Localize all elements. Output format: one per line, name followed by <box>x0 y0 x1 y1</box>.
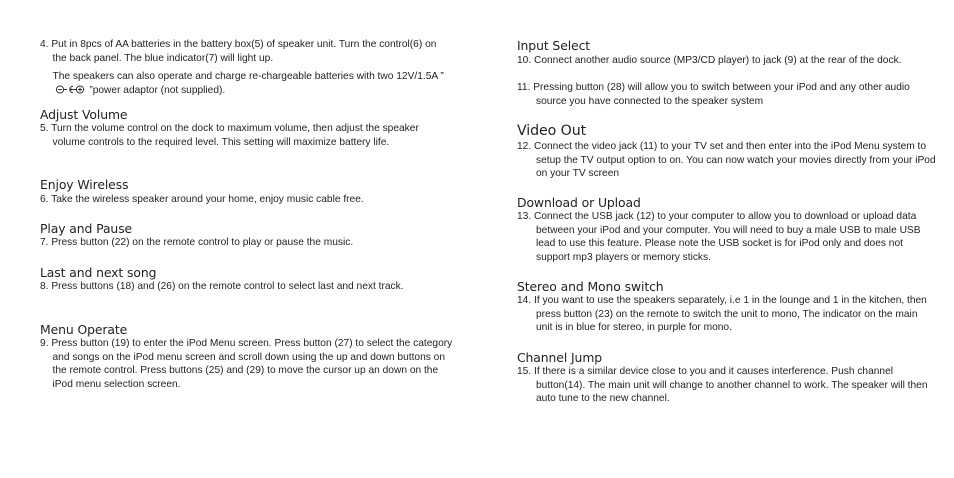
step-13-text: 13. Connect the USB jack (12) to your computer to allow you to download or upload data between your iPod and your computer. You will need to buy a male USB to male USB lead to use this feature. Please note the USB socket is for iPod only and does not support mp3 players or memory sticks. <box>517 211 921 263</box>
heading-channel-jump: Channel Jump <box>517 350 603 365</box>
center-positive-polarity-icon <box>55 84 85 100</box>
heading-play-pause: Play and Pause <box>40 221 133 236</box>
power-adaptor-note-end: ”power adaptor (not supplied). <box>86 84 226 96</box>
step-6-text: 6. Take the wireless speaker around your home, enjoy music cable free. <box>40 194 364 205</box>
power-adaptor-note <box>40 70 453 99</box>
heading-menu-operate: Menu Operate <box>40 322 128 337</box>
step-5-text: 5. Turn the volume control on the dock to maximum volume, then adjust the speaker volume controls to the required level. This setting will maximize battery life. <box>40 123 419 148</box>
step-4-text: 4. Put in 8pcs of AA batteries in the battery box(5) of speaker unit. Turn the control(6) on the back panel. The blue indicator(7) will light up. <box>40 39 437 64</box>
step-14-text: 14. If you want to use the speakers separately, i.e 1 in the lounge and 1 in the kitchen, then press button (23) on the remote to switch the unit to mono, The indicator on the main unit is in blue for stereo, in purple for mono. <box>517 295 927 333</box>
heading-stereo-mono-switch: Stereo and Mono switch <box>517 279 664 294</box>
heading-adjust-volume: Adjust Volume <box>40 107 128 122</box>
heading-video-out: Video Out <box>517 123 587 139</box>
step-10-text: 10. Connect another audio source (MP3/CD player) to jack (9) at the rear of the dock. <box>517 55 902 66</box>
step-11-text: 11. Pressing button (28) will allow you to switch between your iPod and any other audio source you have connected to the speaker system <box>517 82 910 107</box>
heading-last-next-song: Last and next song <box>40 265 157 280</box>
power-adaptor-note-start: The speakers can also operate and charge re-chargeable batteries with two 12V/1.5A ” <box>52 71 444 82</box>
heading-enjoy-wireless: Enjoy Wireless <box>40 177 129 192</box>
heading-input-select: Input Select <box>517 38 591 53</box>
heading-download-upload: Download or Upload <box>517 195 641 210</box>
step-9-text: 9. Press button (19) to enter the iPod Menu screen. Press button (27) to select the category and songs on the iPod menu screen and scroll down using the up and down buttons on the remote control. Press buttons (25) and (29) to move the cursor up an down on the iPod menu selection screen. <box>40 338 453 390</box>
step-8-text: 8. Press buttons (18) and (26) on the remote control to select last and next track. <box>40 281 404 292</box>
step-15-text: 15. If there is a similar device close to you and it causes interference. Push channel button(14). The main unit will change to another channel to work. The speaker will then auto tune to the new channel. <box>517 366 928 404</box>
step-12-text: 12. Connect the video jack (11) to your TV set and then enter into the iPod Menu system to setup the TV output option to on. You can now watch your movies directly from your iPod on your TV screen <box>517 141 936 179</box>
step-7-text: 7. Press button (22) on the remote control to play or pause the music. <box>40 237 354 248</box>
